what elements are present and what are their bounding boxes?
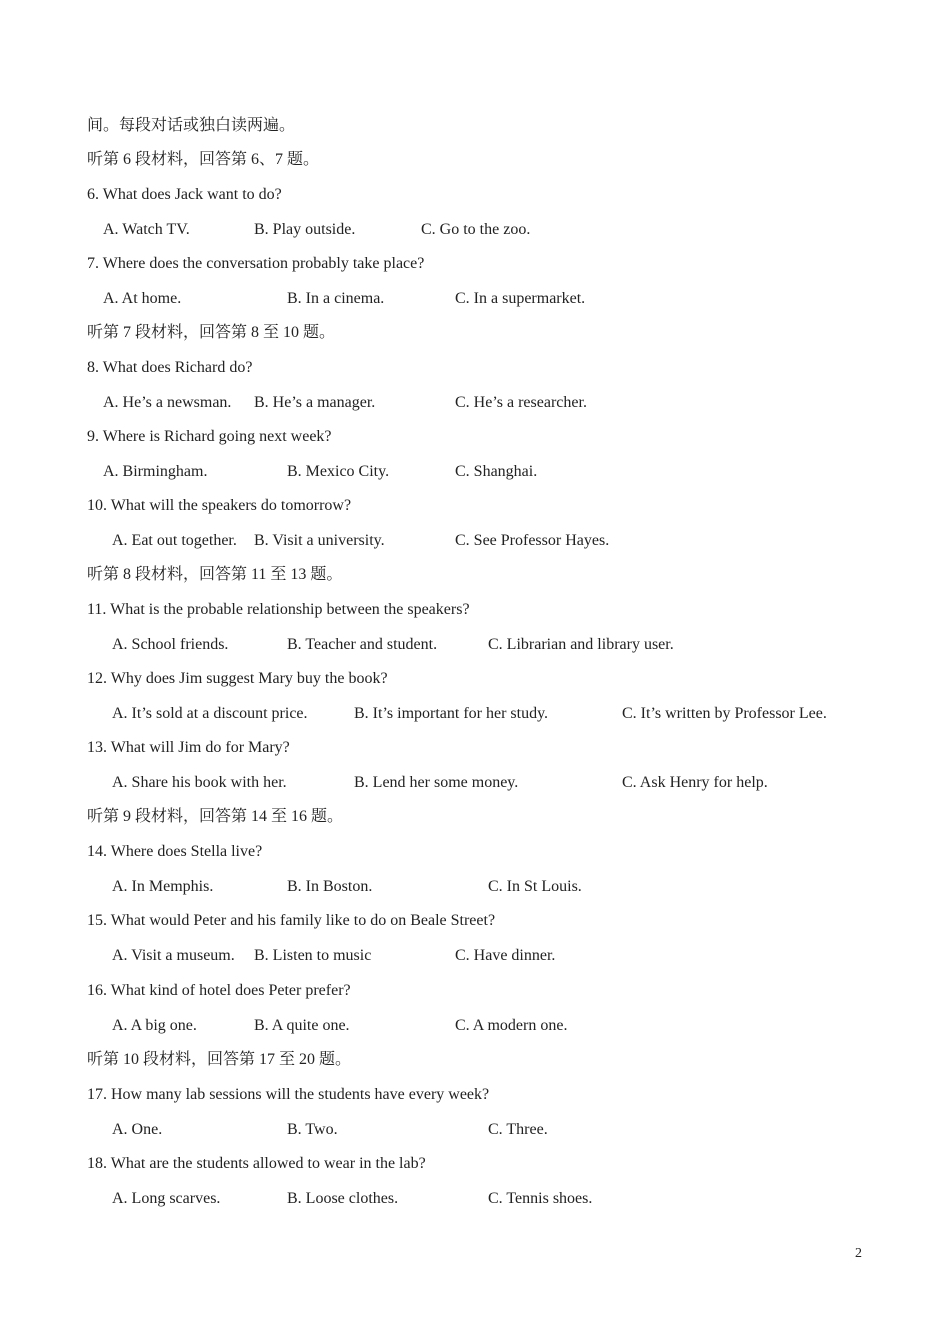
q15-option-c: C. Have dinner. (455, 947, 556, 964)
question-15: 15. What would Peter and his family like to do on Beale Street? (87, 912, 496, 929)
question-6: 6. What does Jack want to do? (87, 186, 282, 203)
q15-option-b: B. Listen to music (254, 947, 372, 964)
q9-option-b: B. Mexico City. (287, 463, 390, 480)
q16-option-b: B. A quite one. (254, 1017, 350, 1034)
q6-option-a: A. Watch TV. (103, 221, 190, 238)
q13-option-a: A. Share his book with her. (112, 774, 287, 791)
q13-option-c: C. Ask Henry for help. (622, 774, 768, 791)
q12-option-b: B. It’s important for her study. (354, 705, 549, 722)
q14-option-a: A. In Memphis. (112, 878, 214, 895)
q11-option-b: B. Teacher and student. (287, 636, 438, 653)
q10-option-a: A. Eat out together. (112, 532, 237, 549)
question-7: 7. Where does the conversation probably take place? (87, 255, 425, 272)
q18-option-c: C. Tennis shoes. (488, 1190, 593, 1207)
q8-option-c: C. He’s a researcher. (455, 394, 587, 411)
q6-option-c: C. Go to the zoo. (421, 221, 531, 238)
section-heading-17-20: 听第 10 段材料，回答第 17 至 20 题。 (87, 1051, 352, 1068)
q11-option-a: A. School friends. (112, 636, 229, 653)
q18-option-a: A. Long scarves. (112, 1190, 221, 1207)
q17-option-a: A. One. (112, 1121, 163, 1138)
q14-option-c: C. In St Louis. (488, 878, 582, 895)
q13-option-b: B. Lend her some money. (354, 774, 519, 791)
question-14: 14. Where does Stella live? (87, 843, 263, 860)
q8-option-b: B. He’s a manager. (254, 394, 376, 411)
question-13: 13. What will Jim do for Mary? (87, 739, 290, 756)
q16-option-a: A. A big one. (112, 1017, 197, 1034)
q18-option-b: B. Loose clothes. (287, 1190, 399, 1207)
q15-option-a: A. Visit a museum. (112, 947, 235, 964)
q9-option-a: A. Birmingham. (103, 463, 208, 480)
intro-text: 间。每段对话或独白读两遍。 (87, 117, 296, 134)
q14-option-b: B. In Boston. (287, 878, 373, 895)
q8-option-a: A. He’s a newsman. (103, 394, 232, 411)
q6-option-b: B. Play outside. (254, 221, 356, 238)
question-12: 12. Why does Jim suggest Mary buy the book? (87, 670, 388, 687)
q12-option-c: C. It’s written by Professor Lee. (622, 705, 827, 722)
q7-option-a: A. At home. (103, 290, 182, 307)
q10-option-b: B. Visit a university. (254, 532, 385, 549)
q9-option-c: C. Shanghai. (455, 463, 538, 480)
q17-option-b: B. Two. (287, 1121, 338, 1138)
q16-option-c: C. A modern one. (455, 1017, 568, 1034)
question-8: 8. What does Richard do? (87, 359, 253, 376)
q17-option-c: C. Three. (488, 1121, 548, 1138)
page-number: 2 (855, 1246, 862, 1261)
question-11: 11. What is the probable relationship between the speakers? (87, 601, 470, 618)
section-heading-6-7: 听第 6 段材料，回答第 6、7 题。 (87, 151, 320, 168)
section-heading-8-10: 听第 7 段材料，回答第 8 至 10 题。 (87, 324, 336, 341)
q10-option-c: C. See Professor Hayes. (455, 532, 610, 549)
q12-option-a: A. It’s sold at a discount price. (112, 705, 308, 722)
question-18: 18. What are the students allowed to wear in the lab? (87, 1155, 426, 1172)
question-17: 17. How many lab sessions will the students have every week? (87, 1086, 490, 1103)
section-heading-11-13: 听第 8 段材料，回答第 11 至 13 题。 (87, 566, 343, 583)
question-16: 16. What kind of hotel does Peter prefer? (87, 982, 351, 999)
question-9: 9. Where is Richard going next week? (87, 428, 332, 445)
q7-option-c: C. In a supermarket. (455, 290, 586, 307)
q7-option-b: B. In a cinema. (287, 290, 385, 307)
question-10: 10. What will the speakers do tomorrow? (87, 497, 352, 514)
section-heading-14-16: 听第 9 段材料，回答第 14 至 16 题。 (87, 808, 344, 825)
q11-option-c: C. Librarian and library user. (488, 636, 674, 653)
